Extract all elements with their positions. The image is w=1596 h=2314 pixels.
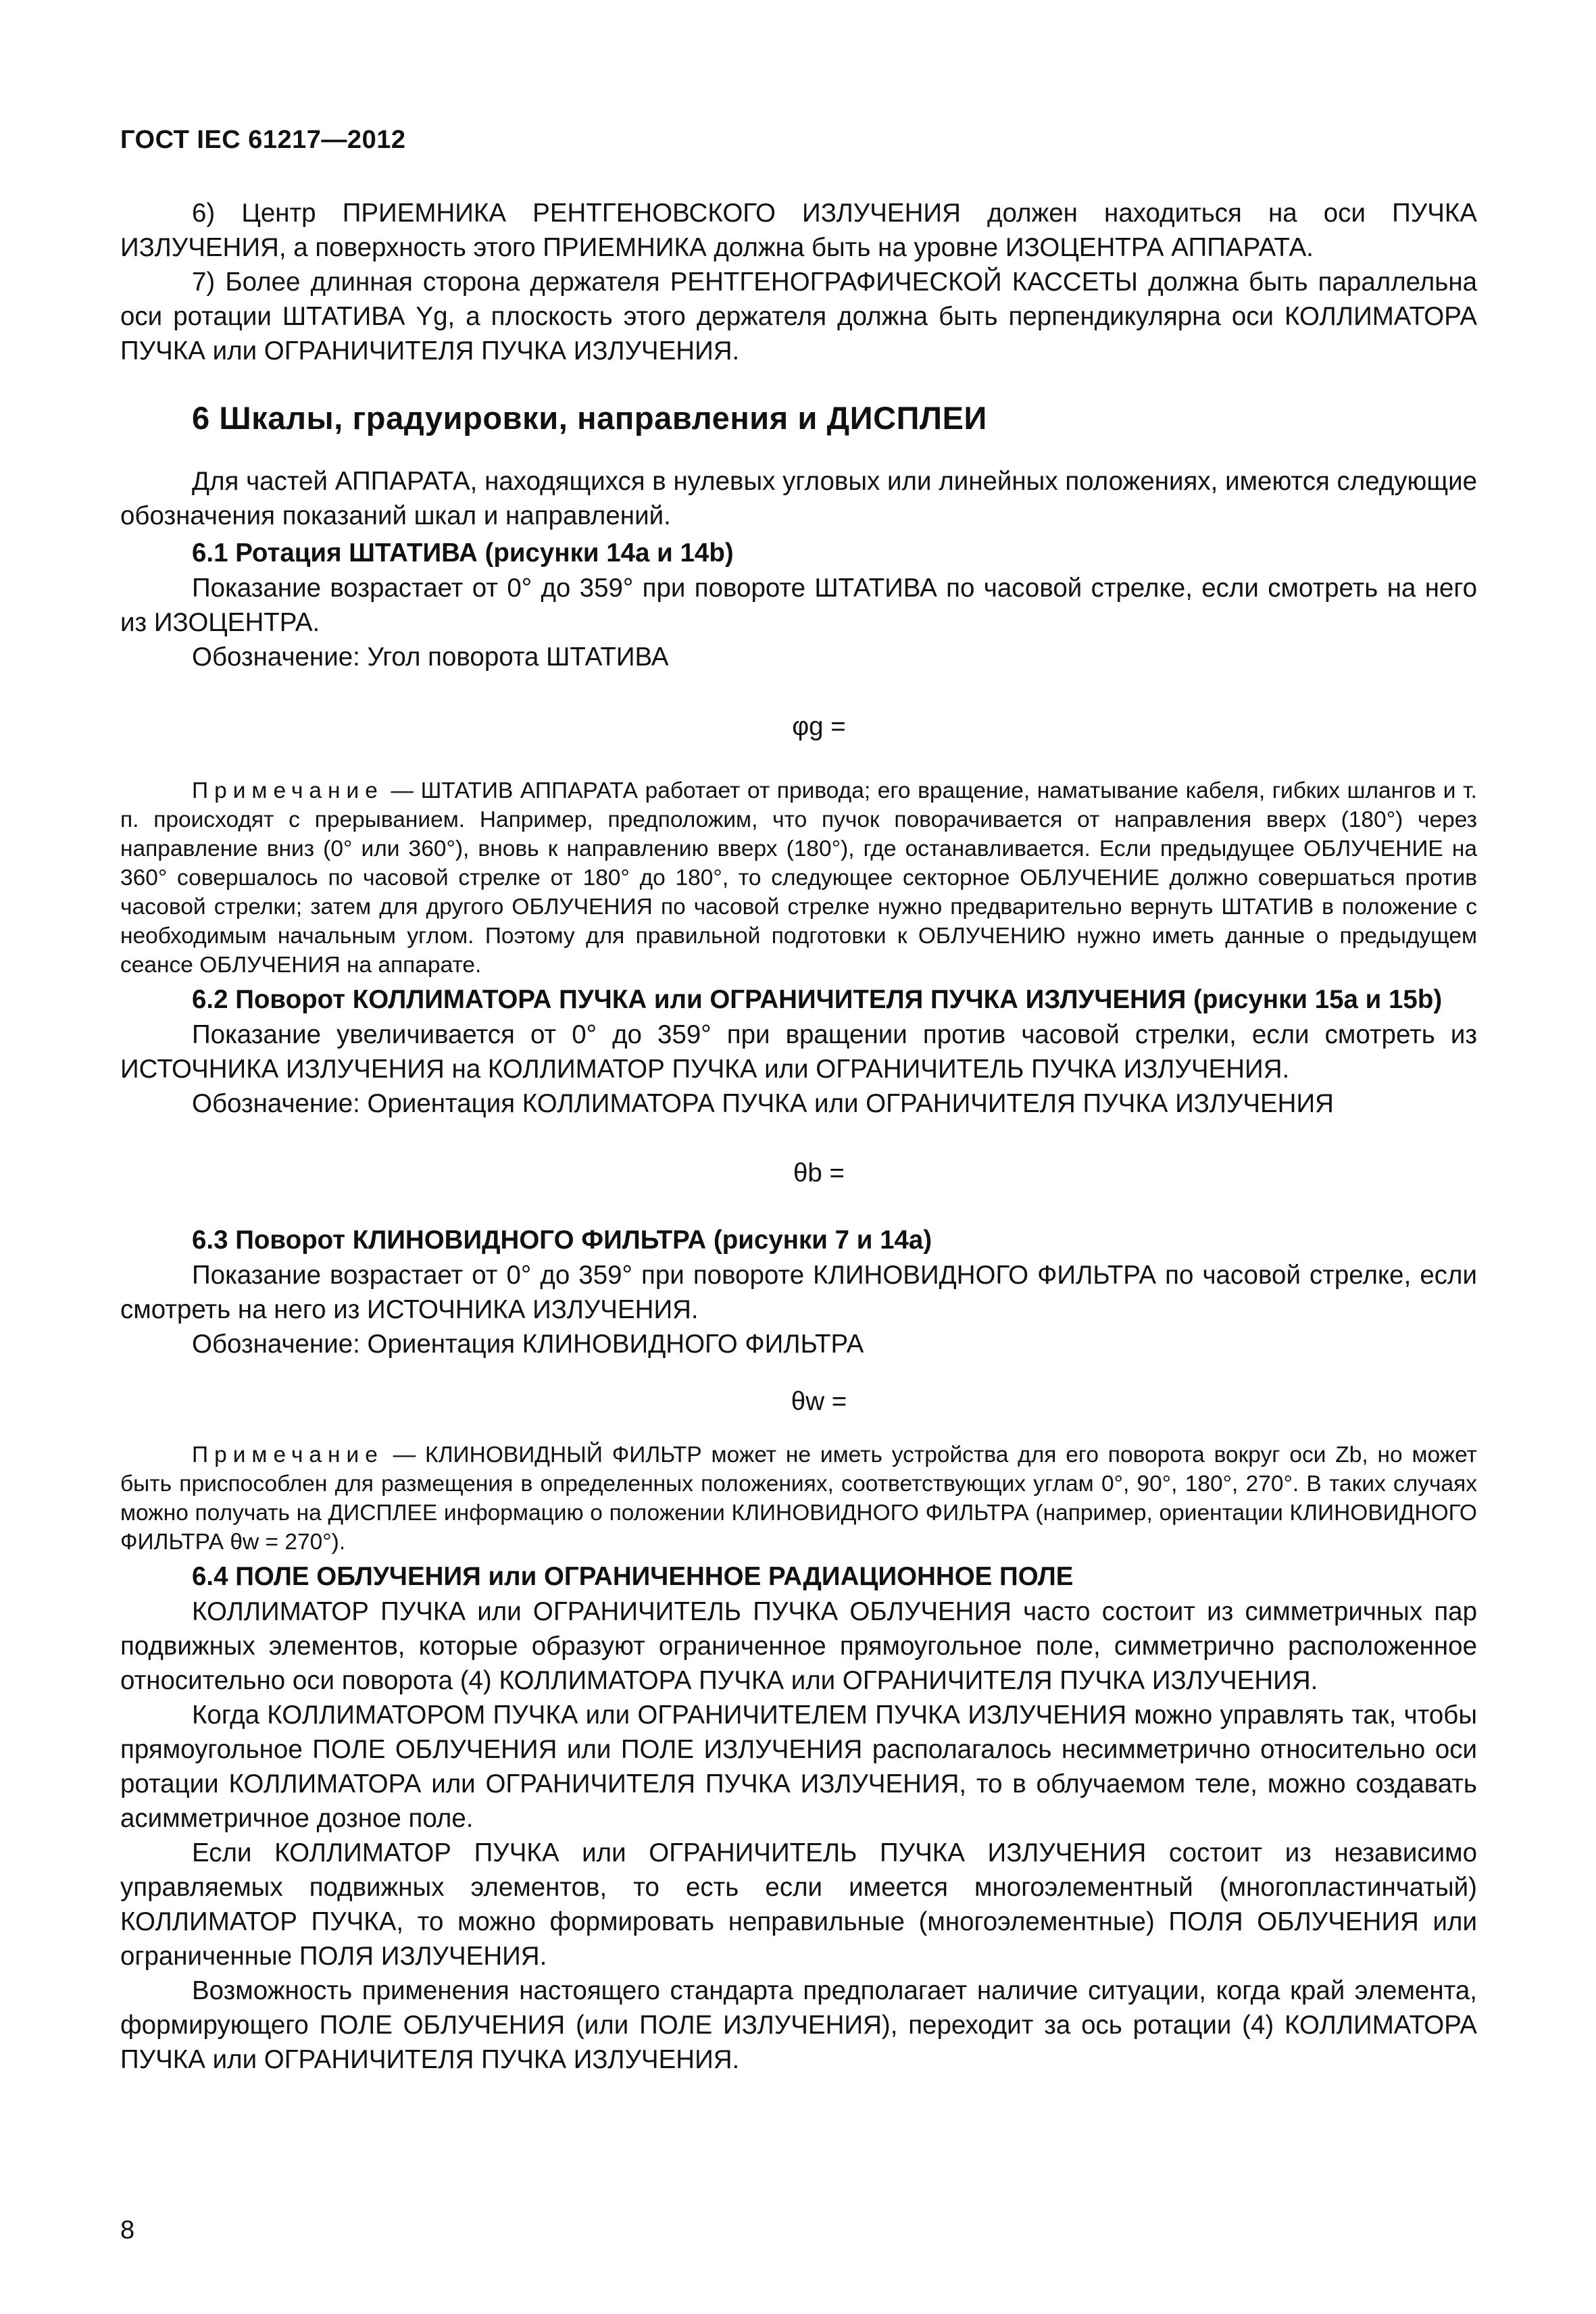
section-6-4-paragraph: Возможность применения настоящего стандарта предполагает наличие ситуации, когда край элемента, формирующего ПОЛЕ ОБЛУЧЕНИЯ (или ПОЛЕ ИЗЛУЧЕНИЯ), переходит за ось ротации (4) КОЛЛИМАТОРА ПУЧКА или ОГРАНИЧИТЕЛЯ ПУЧКА ИЗЛУЧЕНИЯ. — [120, 1976, 1477, 2074]
section-6-2-text: Показание увеличивается от 0° до 359° при вращении против часовой стрелки, если смотреть из ИСТОЧНИКА ИЗЛУЧЕНИЯ на КОЛЛИМАТОР ПУЧКА или ОГРАНИЧИТЕЛЬ ПУЧКА ИЗЛУЧЕНИЯ. — [120, 1020, 1477, 1084]
document-body — [120, 196, 1477, 2077]
section-6-4-paragraph: Когда КОЛЛИМАТОРОМ ПУЧКА или ОГРАНИЧИТЕЛЕМ ПУЧКА ИЗЛУЧЕНИЯ можно управлять так, чтобы прямоугольное ПОЛЕ ОБЛУЧЕНИЯ или ПОЛЕ ИЗЛУЧЕНИЯ располагалось несимметрично относительно оси ротации КОЛЛИМАТОРА или ОГРАНИЧИТЕЛЯ ПУЧКА ИЗЛУЧЕНИЯ, то в облучаемом теле, можно создавать асимметричное дозное поле. — [120, 1701, 1477, 1833]
section-6-4-title: 6.4 ПОЛЕ ОБЛУЧЕНИЯ или ОГРАНИЧЕННОЕ РАДИАЦИОННОЕ ПОЛЕ — [192, 1562, 1074, 1591]
section-6-1-note — [120, 776, 1477, 980]
note-text: — КЛИНОВИДНЫЙ ФИЛЬТР может не иметь устройства для его поворота вокруг оси Zb, но может быть приспособлен для размещения в определенных положениях, соответствующих углам 0°, 90°, 180°, 270°. В таких случаях можно получать на ДИСПЛЕЕ информацию о положении КЛИНОВИДНОГО ФИЛЬТРА (например, ориентации КЛИНОВИДНОГО ФИЛЬТРА θw = 270°). — [120, 1442, 1477, 1555]
section-6-4-paragraph: КОЛЛИМАТОР ПУЧКА или ОГРАНИЧИТЕЛЬ ПУЧКА ОБЛУЧЕНИЯ часто состоит из симметричных пар подвижных элементов, которые образуют ограниченное прямоугольное поле, симметрично расположенное относительно оси поворота (4) КОЛЛИМАТОРА ПУЧКА или ОГРАНИЧИТЕЛЯ ПУЧКА ИЗЛУЧЕНИЯ. — [120, 1597, 1477, 1695]
section-6-title: 6 Шкалы, градуировки, направления и ДИСПЛЕИ — [192, 400, 987, 436]
section-6-1-text: Показание возрастает от 0° до 359° при повороте ШТАТИВА по часовой стрелке, если смотреть на него из ИЗОЦЕНТРА. — [120, 574, 1477, 637]
section-6-1-designation: Обозначение: Угол поворота ШТАТИВА — [192, 643, 669, 672]
section-6-1-title: 6.1 Ротация ШТАТИВА (рисунки 14а и 14b) — [192, 538, 734, 568]
section-6-3-text: Показание возрастает от 0° до 359° при повороте КЛИНОВИДНОГО ФИЛЬТРА по часовой стрелке, если смотреть на него из ИСТОЧНИКА ИЗЛУЧЕНИЯ. — [120, 1261, 1477, 1324]
note-label: Примечание — [192, 778, 384, 803]
paragraph-item-7: 7) Более длинная сторона держателя РЕНТГЕНОГРАФИЧЕСКОЙ КАССЕТЫ должна быть параллельна оси ротации ШТАТИВА Yg, а плоскость этого держателя должна быть перпендикулярна оси КОЛЛИМАТОРА ПУЧКА или ОГРАНИЧИТЕЛЯ ПУЧКА ИЗЛУЧЕНИЯ. — [120, 268, 1477, 366]
section-6-2-designation: Обозначение: Ориентация КОЛЛИМАТОРА ПУЧКА или ОГРАНИЧИТЕЛЯ ПУЧКА ИЗЛУЧЕНИЯ — [192, 1089, 1334, 1118]
formula-collimator-orientation: θb = — [793, 1159, 845, 1188]
standard-header: ГОСТ IEC 61217—2012 — [120, 126, 406, 154]
note-label: Примечание — [192, 1442, 384, 1467]
formula-gantry-angle: φg = — [792, 712, 846, 741]
section-6-2-title: 6.2 Поворот КОЛЛИМАТОРА ПУЧКА или ОГРАНИЧИТЕЛЯ ПУЧКА ИЗЛУЧЕНИЯ (рисунки 15а и 15b) — [192, 985, 1443, 1014]
section-6-4-paragraph: Если КОЛЛИМАТОР ПУЧКА или ОГРАНИЧИТЕЛЬ ПУЧКА ИЗЛУЧЕНИЯ состоит из независимо управляемых подвижных элементов, то есть если имеется многоэлементный (многопластинчатый) КОЛЛИМАТОР ПУЧКА, то можно формировать неправильные (многоэлементные) ПОЛЯ ОБЛУЧЕНИЯ или ограниченные ПОЛЯ ИЗЛУЧЕНИЯ. — [120, 1838, 1477, 1971]
page-number: 8 — [120, 2216, 135, 2244]
section-6-3-designation: Обозначение: Ориентация КЛИНОВИДНОГО ФИЛЬТРА — [192, 1330, 864, 1359]
formula-wedge-orientation: θw = — [791, 1387, 847, 1416]
section-6-intro: Для частей АППАРАТА, находящихся в нулевых угловых или линейных положениях, имеются следующие обозначения показаний шкал и направлений. — [120, 467, 1477, 530]
section-6-3-title: 6.3 Поворот КЛИНОВИДНОГО ФИЛЬТРА (рисунки 7 и 14а) — [192, 1226, 932, 1255]
section-6-3-note — [120, 1440, 1477, 1557]
note-text: — ШТАТИВ АППАРАТА работает от привода; его вращение, наматывание кабеля, гибких шлангов и т. п. происходят с прерыванием. Например, предположим, что пучок поворачивается от направления вверх (180°) через направление вниз (0° или 360°), вновь к направлению вверх (180°), где останавливается. Если предыдущее ОБЛУЧЕНИЕ на 360° совершалось по часовой стрелке от 180° до 180°, то следующее секторное ОБЛУЧЕНИЕ должно совершаться против часовой стрелки; затем для другого ОБЛУЧЕНИЯ по часовой стрелке нужно предварительно вернуть ШТАТИВ в положение с необходимым начальным углом. Поэтому для правильной подготовки к ОБЛУЧЕНИЮ нужно иметь данные о предыдущем сеансе ОБЛУЧЕНИЯ на аппарате. — [120, 778, 1477, 978]
paragraph-item-6: 6) Центр ПРИЕМНИКА РЕНТГЕНОВСКОГО ИЗЛУЧЕНИЯ должен находиться на оси ПУЧКА ИЗЛУЧЕНИЯ, а поверхность этого ПРИЕМНИКА должна быть на уровне ИЗОЦЕНТРА АППАРАТА. — [120, 199, 1477, 262]
